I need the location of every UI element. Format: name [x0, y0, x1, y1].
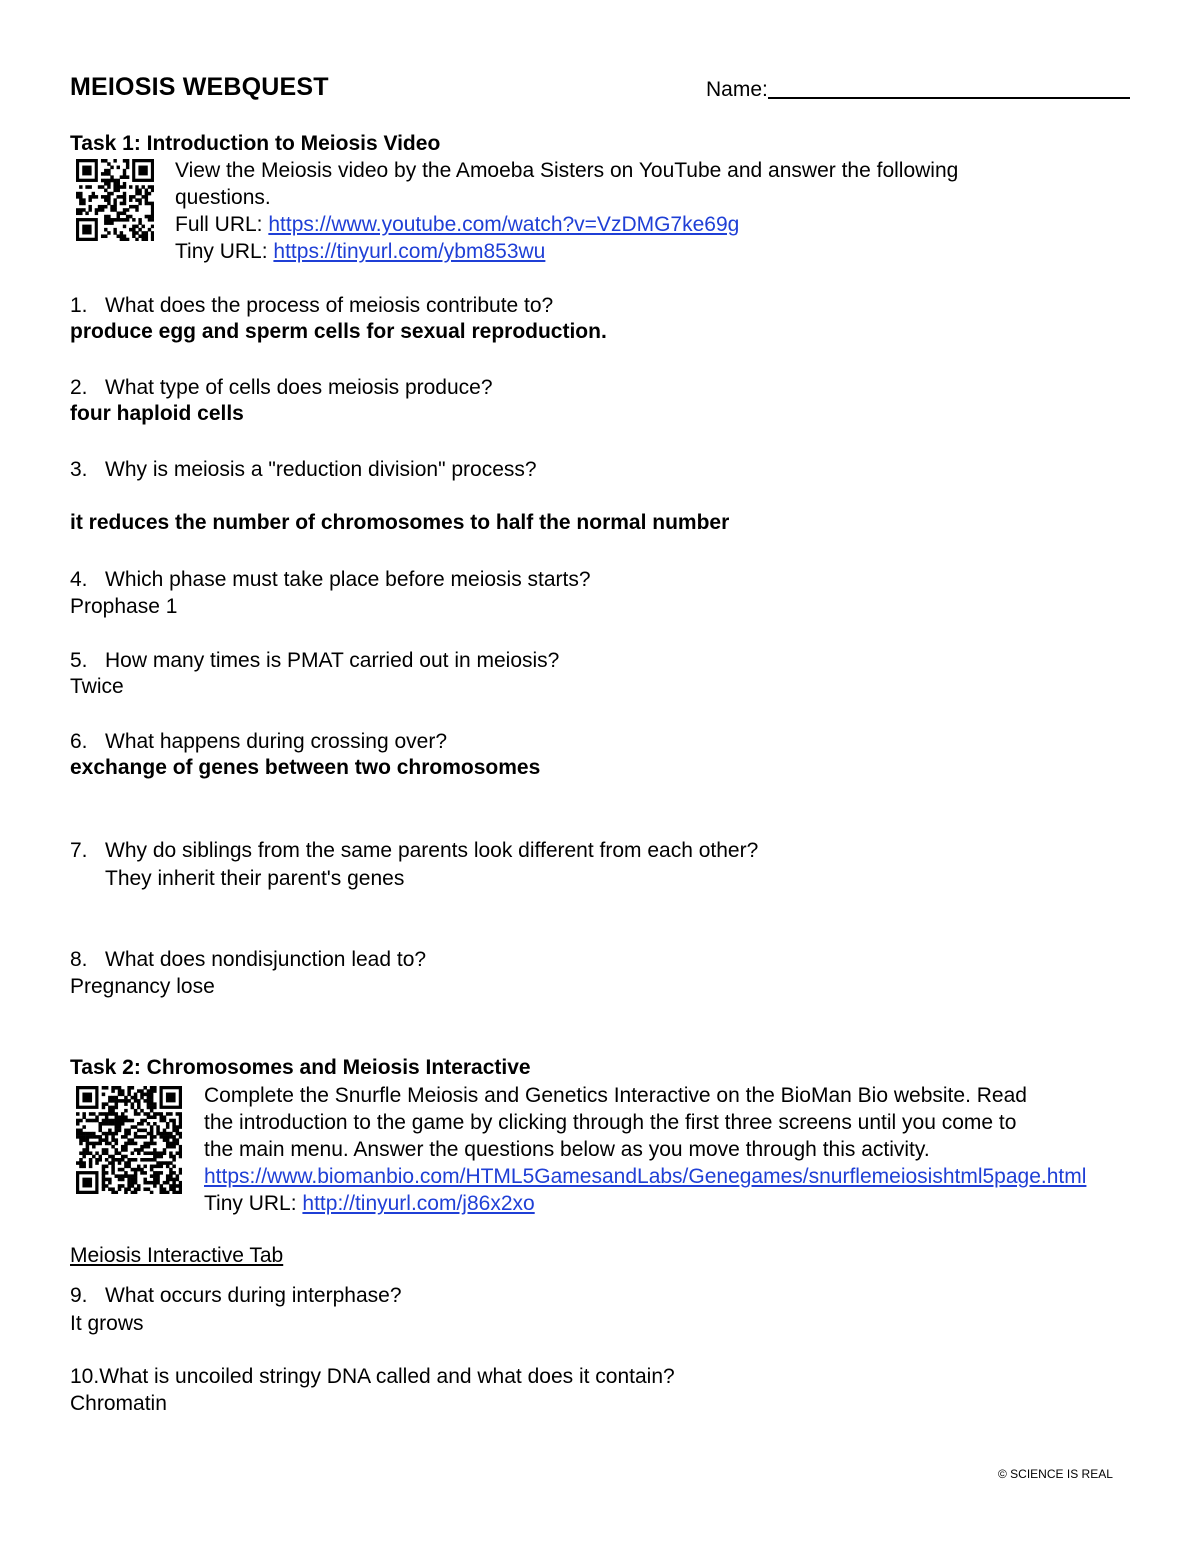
question-5 [70, 649, 559, 673]
task1-intro [175, 157, 958, 265]
biomanbio-link[interactable]: https://www.biomanbio.com/HTML5GamesandLabs/Genegames/snurflemeiosishtml5page.html [204, 1165, 1087, 1188]
question-text: Why is meiosis a "reduction division" process? [105, 458, 537, 481]
question-text: What does the process of meiosis contribute to? [105, 294, 554, 317]
question-number: 1. [70, 294, 88, 317]
tiny-url-label: Tiny URL: [204, 1192, 303, 1215]
answer-8[interactable]: Pregnancy lose [70, 975, 215, 998]
task2-heading: Task 2: Chromosomes and Meiosis Interactive [70, 1056, 531, 1079]
question-number: 2. [70, 376, 88, 399]
qr-code-icon [76, 159, 154, 241]
question-6 [70, 730, 447, 754]
question-3 [70, 458, 537, 482]
question-1 [70, 294, 553, 318]
task2-intro-line2: the introduction to the game by clicking through the first three screens until you come to [204, 1111, 1017, 1134]
answer-6[interactable]: exchange of genes between two chromosomes [70, 756, 541, 779]
task2-intro-line1: Complete the Snurfle Meiosis and Genetics Interactive on the BioMan Bio website. Read [204, 1084, 1027, 1107]
question-number: 6. [70, 730, 88, 753]
task1-heading: Task 1: Introduction to Meiosis Video [70, 132, 441, 155]
question-text: How many times is PMAT carried out in meiosis? [105, 649, 560, 672]
tinyurl-link[interactable]: https://tinyurl.com/ybm853wu [273, 240, 546, 263]
answer-1[interactable]: produce egg and sperm cells for sexual reproduction. [70, 320, 607, 343]
question-text: Why do siblings from the same parents look different from each other? [105, 839, 759, 862]
question-number: 3. [70, 458, 88, 481]
tiny-url-label: Tiny URL: [175, 240, 274, 263]
question-number: 7. [70, 839, 88, 862]
answer-4[interactable]: Prophase 1 [70, 595, 178, 618]
question-number: 4. [70, 568, 88, 591]
answer-2[interactable]: four haploid cells [70, 402, 244, 425]
copyright-footer: © SCIENCE IS REAL [998, 1467, 1113, 1481]
task1-tiny-url-row [175, 238, 958, 265]
question-7 [70, 839, 758, 863]
question-10 [70, 1365, 675, 1389]
task2-intro-line3: the main menu. Answer the questions below as you move through this activity. [204, 1138, 930, 1161]
tinyurl-link[interactable]: http://tinyurl.com/j86x2xo [302, 1192, 535, 1215]
question-text: What does nondisjunction lead to? [105, 948, 427, 971]
question-number: 9. [70, 1284, 88, 1307]
answer-3[interactable]: it reduces the number of chromosomes to half the normal number [70, 511, 730, 534]
qr-code-icon [76, 1086, 182, 1194]
answer-9[interactable]: It grows [70, 1312, 144, 1335]
task1-full-url-row [175, 211, 958, 238]
page-title: MEIOSIS WEBQUEST [70, 73, 329, 101]
name-field[interactable] [768, 97, 1130, 99]
question-text: What happens during crossing over? [105, 730, 448, 753]
question-number: 5. [70, 649, 88, 672]
task2-tiny-url-row [204, 1190, 1086, 1217]
question-9 [70, 1284, 402, 1308]
question-text: What type of cells does meiosis produce? [105, 376, 493, 399]
name-label: Name: [706, 78, 768, 101]
question-text: What occurs during interphase? [105, 1284, 402, 1307]
answer-5[interactable]: Twice [70, 675, 124, 698]
question-number: 8. [70, 948, 88, 971]
question-8 [70, 948, 426, 972]
question-number: 10. [70, 1365, 100, 1388]
question-text: Which phase must take place before meiosis starts? [105, 568, 591, 591]
question-2 [70, 376, 493, 400]
question-text: What is uncoiled stringy DNA called and what does it contain? [99, 1365, 675, 1388]
question-4 [70, 568, 591, 592]
answer-7[interactable]: They inherit their parent's genes [105, 867, 405, 890]
task1-intro-line1: View the Meiosis video by the Amoeba Sisters on YouTube and answer the following [175, 159, 959, 182]
meiosis-interactive-tab-heading: Meiosis Interactive Tab [70, 1244, 284, 1267]
answer-10[interactable]: Chromatin [70, 1392, 167, 1415]
youtube-link[interactable]: https://www.youtube.com/watch?v=VzDMG7ke69g [268, 213, 740, 236]
task2-intro [204, 1082, 1086, 1217]
full-url-label: Full URL: [175, 213, 269, 236]
task1-intro-line2: questions. [175, 186, 271, 209]
